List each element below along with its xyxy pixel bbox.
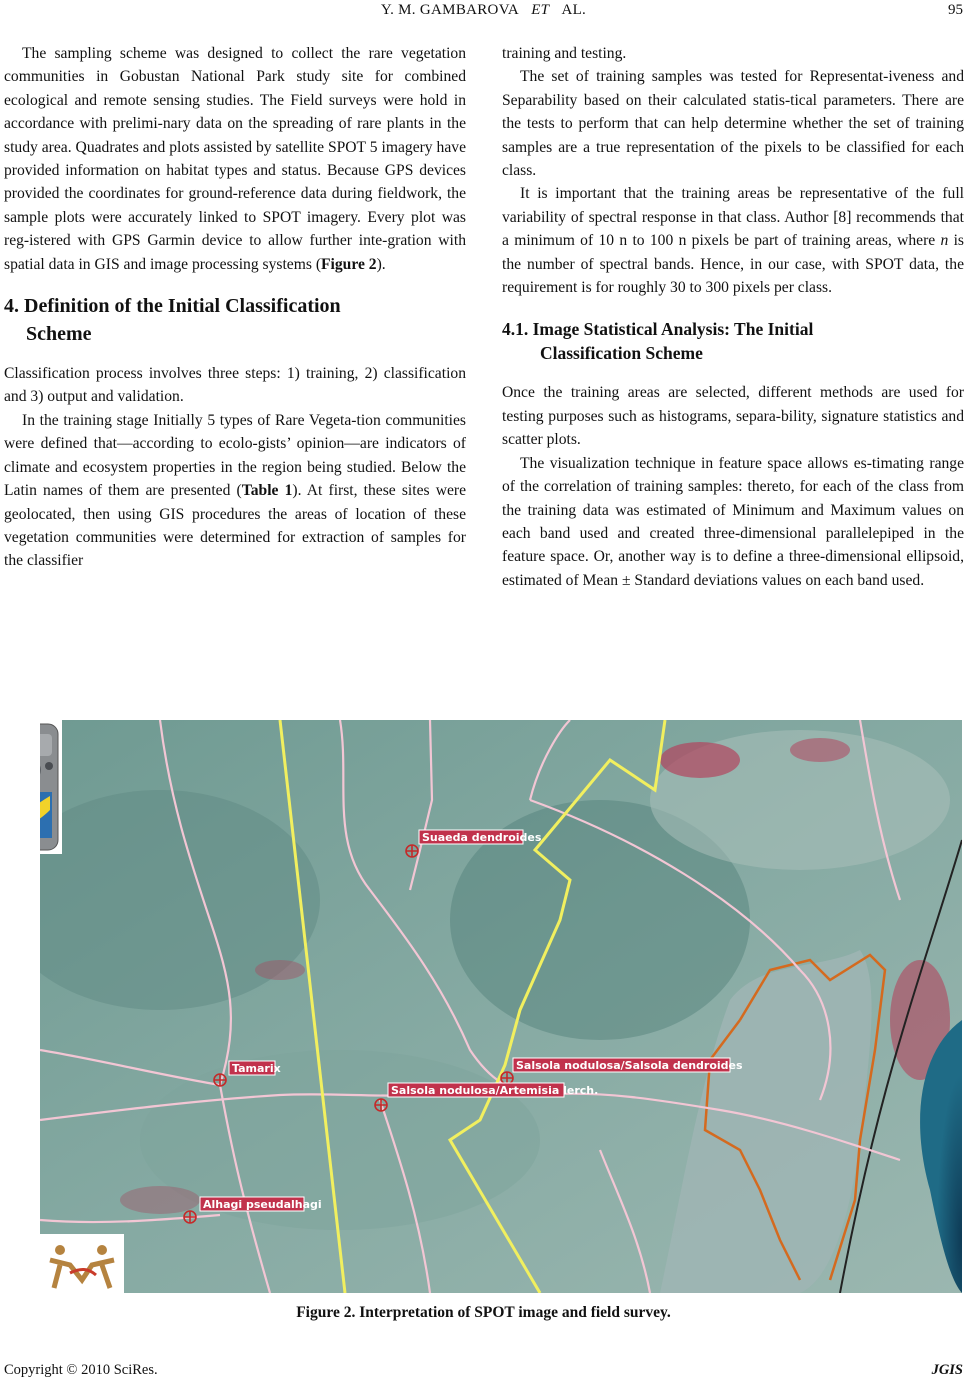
paragraph-training-areas: It is important that the training areas be representative of the full variability of spectral response in that class. Author [8] recommends that a minimum of 10 n to 100 n pixels be part of training areas, where n is the number of spectral bands. Hence, in our case, with SPOT data, the requirement is for roughly 30 to 300 pixels per class. [502,185,964,297]
paragraph-visualization: The visualization technique in feature space allows es-timating range of the correlation of training samples: thereto, for each of the class from the training data was estimated of Minimum and Maximum values on each band used and created three-dimensional parallelepiped in the feature space. Or, another way is to define a three-dimensional ellipsoid, estimated of Mean ± Standard deviations values on each band used. [502,454,964,589]
footer-copyright: Copyright © 2010 SciRes. [4,1362,158,1378]
vegetation-patch [120,1186,200,1214]
map-label-alhagi: Alhagi pseudalhagi [203,1198,322,1211]
section-heading-4-1: 4.1. Image Statistical Analysis: The Initial Classification Scheme [502,319,814,364]
figure-reference: Figure 2 [321,255,377,273]
map-label-salsola-artemisia: Salsola nodulosa/Artemisia lerch. [391,1084,599,1097]
section-heading-4: 4. Definition of the Initial Classification Scheme [4,295,341,346]
running-head-author: Y. M. GAMBAROVA [380,2,520,18]
running-head-et: ET [531,2,550,18]
running-head [0,2,967,19]
footer-journal: JGIS [931,1362,963,1378]
vegetation-patch [660,742,740,778]
logo-icon [40,1234,124,1293]
paragraph-representativeness: The set of training samples was tested for Representat-iveness and Separability based on their calculated statis-tical parameters. There are the tests to perform that can help determine whether the set of training samples are a true representation of the pixels to be classified for each class. [502,68,964,180]
gps-device-icon [40,720,62,854]
figure-caption: Figure 2. Interpretation of SPOT image and field survey. [296,1304,671,1321]
map-label-suaeda: Suaeda dendroides [422,831,542,844]
satellite-map [40,720,962,1293]
right-column [502,42,964,592]
map-label-tamarix: Tamarix [232,1062,281,1075]
page-header [0,0,967,24]
paragraph-sampling-scheme: The sampling scheme was designed to collect the rare vegetation communities in Gobustan National Park study site for combined ecological and remote sensing studies. The Field surveys were hold in accordance with prelimi-nary data on the spreading of rare plants in the study area. Quadrates and plots assisted by satellite SPOT 5 imagery have provided information on habitat types and status. Because GPS devices provided the coordinates for ground-reference data during fieldwork, the sample plots were accurately linked to SPOT imagery. Every plot was reg-istered with GPS Garmin device to allow further inte-gration with spatial data in GIS and image processing systems (Figure 2). [4,45,466,273]
left-column [4,42,466,573]
vegetation-patch [790,738,850,762]
paragraph-testing-methods: Once the training areas are selected, different methods are used for testing purposes such as histograms, separa-bility, signature statistics and scatter plots. [502,384,964,449]
paragraph-training-testing: training and testing. [502,45,627,62]
table-reference: Table 1 [241,482,293,500]
vegetation-patch [255,960,305,980]
running-head-al: AL. [561,2,587,18]
map-label-salsola-both: Salsola nodulosa/Salsola dendroides [516,1059,743,1072]
paragraph-training-stage: In the training stage Initially 5 types of Rare Vegeta-tion communities were defined that—according to ecolo-gists’ opinion—are indicators of climate and ecosystem properties in the region being studied. Below the Latin names of them are presented (Table 1). At first, these sites were geolocated, then using GIS procedures the areas of location of these vegetation communities were determined for extraction of samples for the classifier [4,411,466,570]
page-number: 95 [948,2,963,18]
paragraph-classification-steps: Classification process involves three steps: 1) training, 2) classification and 3) output and validation. [4,365,466,406]
figure-spot-image [40,720,962,1293]
